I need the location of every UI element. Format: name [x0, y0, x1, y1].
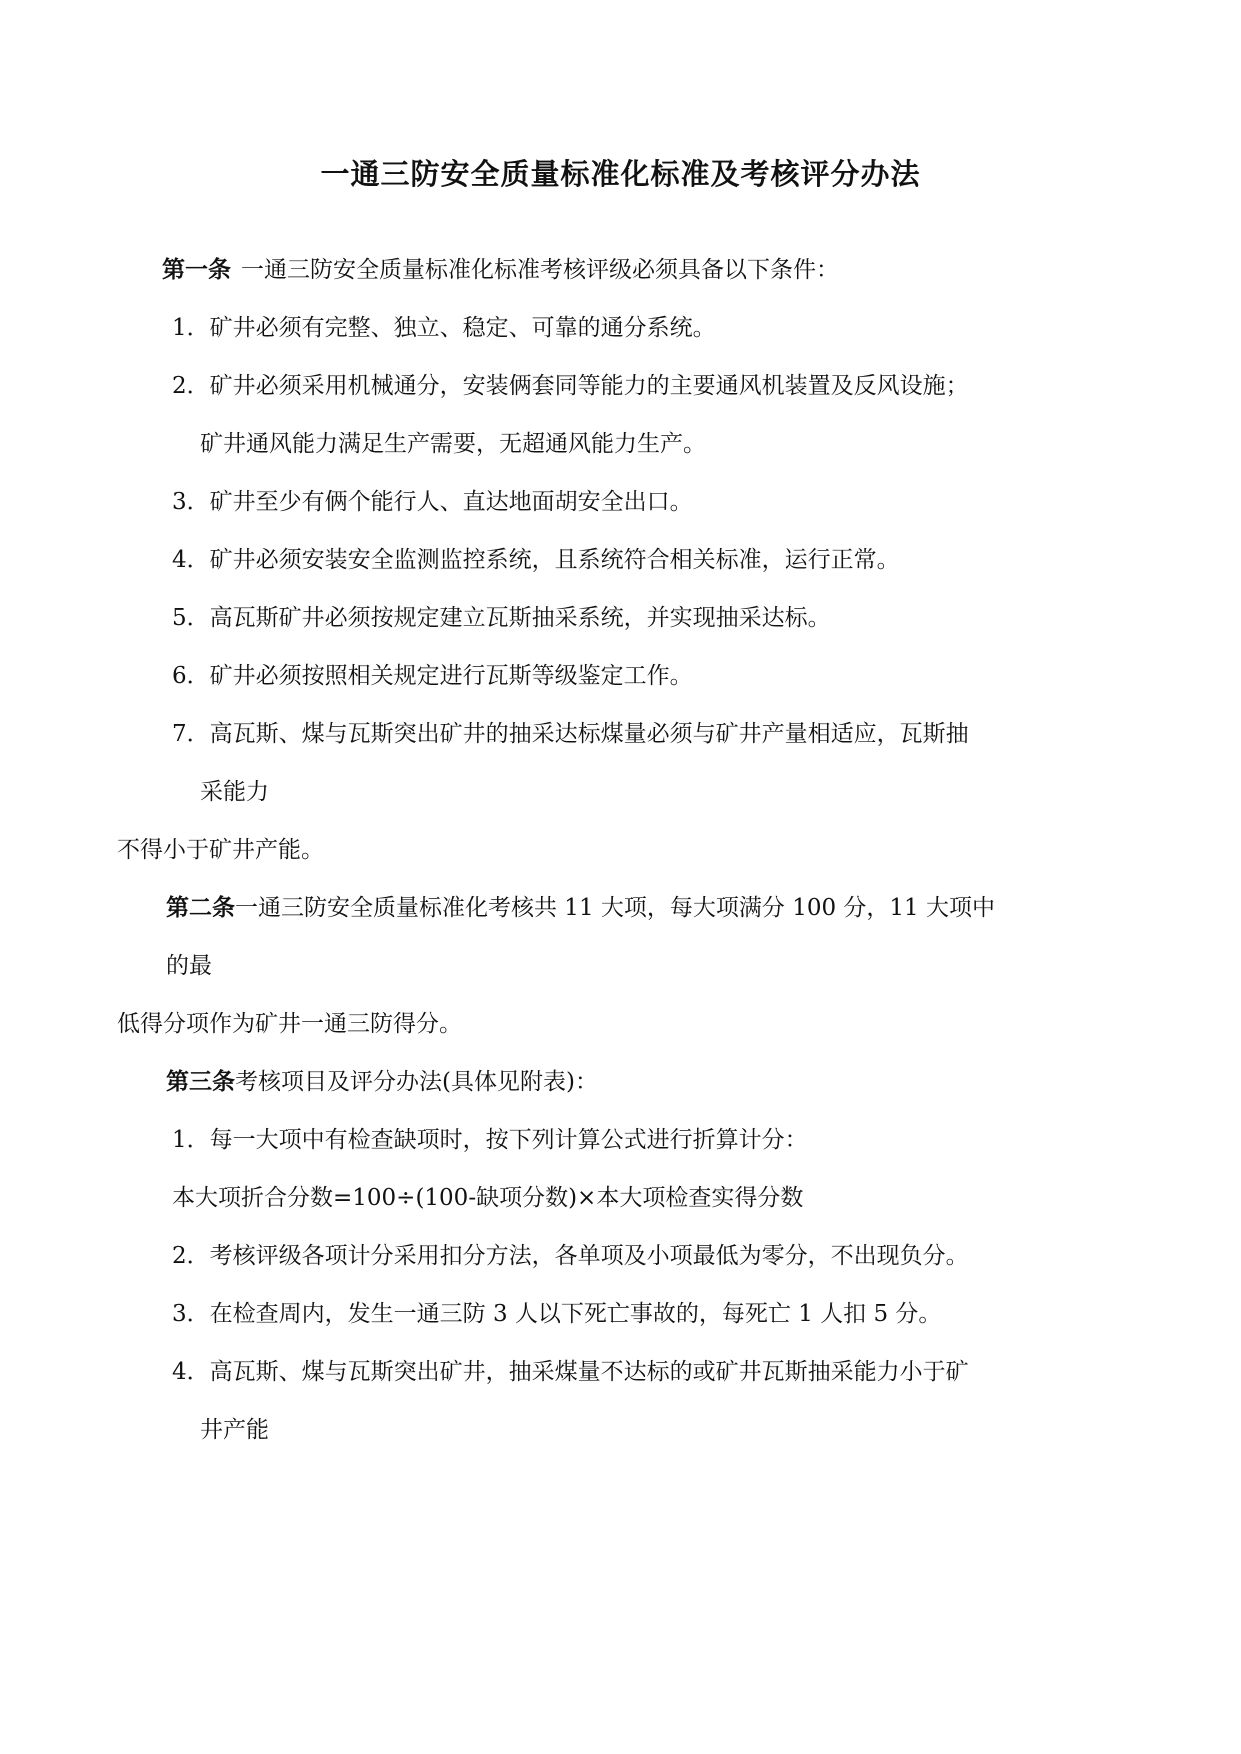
- article-2-cont-2: 低得分项作为矿井一通三防得分。: [117, 1011, 462, 1037]
- article-1-heading: [162, 255, 839, 285]
- article-3-heading: [166, 1067, 598, 1097]
- article-2-text: 一通三防安全质量标准化考核共 11 大项，每大项满分 100 分，11 大项中: [235, 895, 995, 921]
- article-3-text: 考核项目及评分办法(具体见附表)：: [235, 1069, 598, 1095]
- article-3-item-3: 3．在检查周内，发生一通三防 3 人以下死亡事故的，每死亡 1 人扣 5 分。: [172, 1301, 942, 1327]
- article-2-cont-1: 的最: [166, 953, 212, 979]
- article-2-heading: [166, 893, 995, 923]
- article-1-item-7-cont: 采能力: [200, 779, 269, 805]
- article-3-item-4-cont: 井产能: [200, 1417, 269, 1443]
- article-1-item-3: 3．矿井至少有俩个能行人、直达地面胡安全出口。: [172, 489, 693, 515]
- document-title: 一通三防安全质量标准化标准及考核评分办法: [320, 157, 921, 191]
- article-1-item-1: 1．矿井必须有完整、独立、稳定、可靠的通分系统。: [172, 315, 716, 341]
- article-1-item-2: 2．矿井必须采用机械通分，安装俩套同等能力的主要通风机装置及反风设施；: [172, 373, 969, 399]
- article-3-formula: 本大项折合分数=100÷(100-缺项分数)×本大项检查实得分数: [172, 1185, 804, 1211]
- article-3-item-1: 1．每一大项中有检查缺项时，按下列计算公式进行折算计分：: [172, 1127, 808, 1153]
- article-1-item-7: 7．高瓦斯、煤与瓦斯突出矿井的抽采达标煤量必须与矿井产量相适应，瓦斯抽: [172, 721, 969, 747]
- article-1-item-4: 4．矿井必须安装安全监测监控系统，且系统符合相关标准，运行正常。: [172, 547, 900, 573]
- article-3-label: 第三条: [166, 1069, 235, 1095]
- article-1-item-7-cont2: 不得小于矿井产能。: [117, 837, 324, 863]
- article-3-item-2: 2．考核评级各项计分采用扣分方法，各单项及小项最低为零分，不出现负分。: [172, 1243, 969, 1269]
- article-1-label: 第一条: [162, 257, 231, 283]
- article-1-item-6: 6．矿井必须按照相关规定进行瓦斯等级鉴定工作。: [172, 663, 693, 689]
- article-1-item-5: 5．高瓦斯矿井必须按规定建立瓦斯抽采系统，并实现抽采达标。: [172, 605, 831, 631]
- article-1-text: 一通三防安全质量标准化标准考核评级必须具备以下条件：: [241, 257, 839, 283]
- article-3-item-4: 4．高瓦斯、煤与瓦斯突出矿井，抽采煤量不达标的或矿井瓦斯抽采能力小于矿: [172, 1359, 969, 1385]
- article-1-item-2-cont: 矿井通风能力满足生产需要，无超通风能力生产。: [200, 431, 706, 457]
- article-2-label: 第二条: [166, 895, 235, 921]
